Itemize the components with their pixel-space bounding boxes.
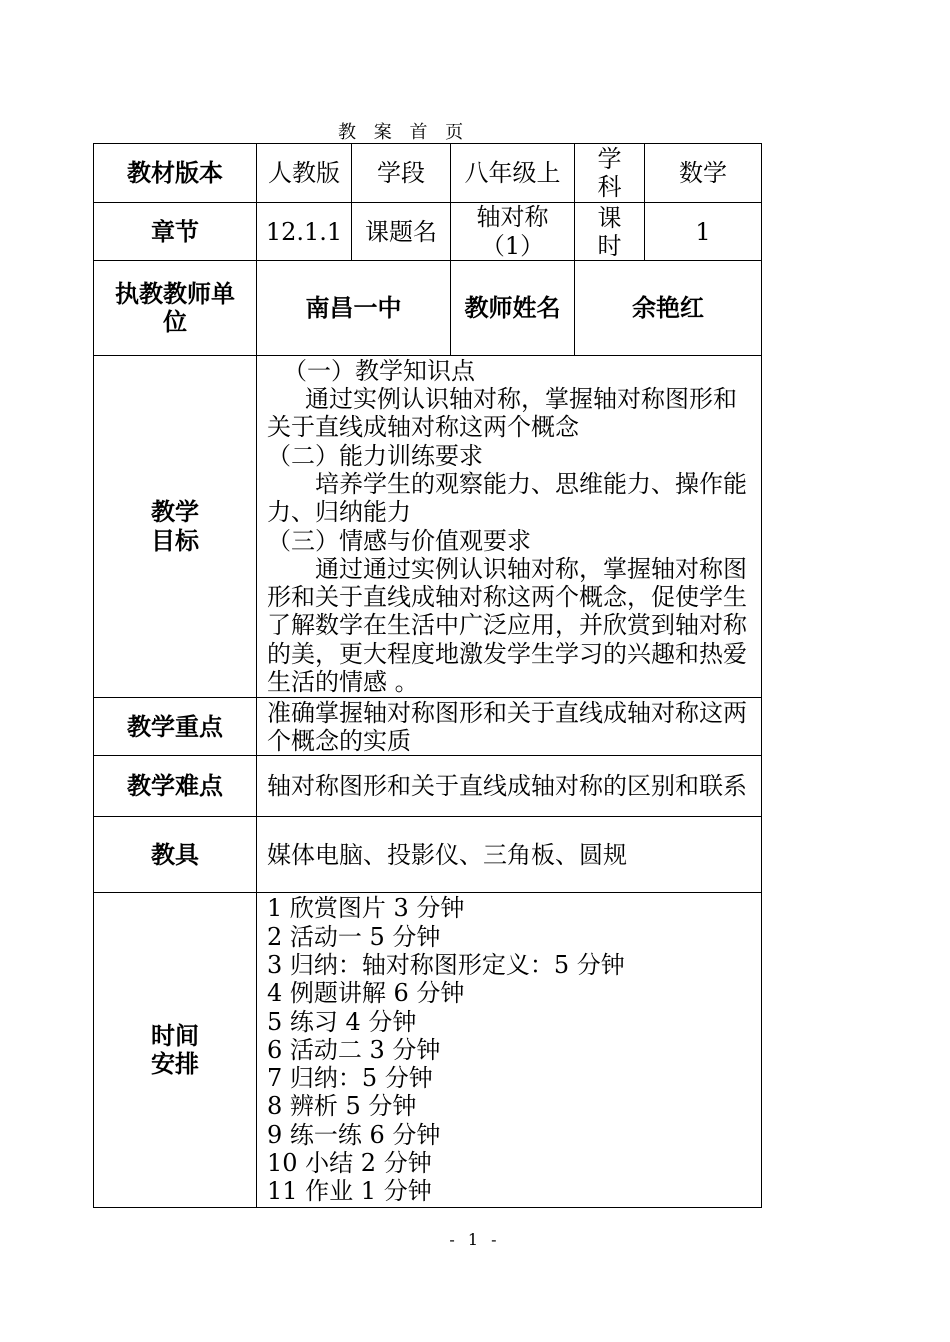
row-key-point — [94, 698, 762, 756]
key-point-value: 准确掌握轴对称图形和关于直线成轴对称这两个概念的实质 — [257, 698, 762, 756]
difficulty-value: 轴对称图形和关于直线成轴对称的区别和联系 — [257, 756, 762, 817]
school-label: 执教教师单位 — [94, 261, 257, 356]
subject-label: 学科 — [597, 145, 622, 201]
chapter-value: 12.1.1 — [257, 203, 352, 261]
key-point-label: 教学重点 — [94, 698, 257, 756]
objectives-label-line-2: 目标 — [151, 525, 199, 555]
row-tools — [94, 817, 762, 893]
objectives-content — [257, 356, 762, 698]
teacher-label: 教师姓名 — [451, 261, 575, 356]
schedule-item: 8 辨析 5 分钟 — [267, 1092, 417, 1121]
objectives-label — [94, 356, 257, 698]
objectives-heading-2: （二）能力训练要求 — [267, 441, 483, 470]
objectives-heading-1: （一）教学知识点 — [283, 356, 475, 385]
schedule-item: 5 练习 4 分钟 — [267, 1007, 417, 1036]
row-schedule — [94, 893, 762, 1208]
schedule-item: 10 小结 2 分钟 — [267, 1149, 432, 1178]
row-edition — [94, 144, 762, 203]
schedule-item: 3 归纳：轴对称图形定义：5 分钟 — [267, 950, 625, 979]
schedule-item: 2 活动一 5 分钟 — [267, 922, 441, 951]
topic-label: 课题名 — [352, 203, 451, 261]
row-chapter — [94, 203, 762, 261]
chapter-label: 章节 — [94, 203, 257, 261]
teacher-value: 余艳红 — [575, 261, 762, 356]
page-title: 教 案 首 页 — [338, 122, 470, 143]
schedule-item: 9 练一练 6 分钟 — [267, 1120, 441, 1149]
schedule-item: 4 例题讲解 6 分钟 — [267, 979, 465, 1008]
row-difficulty — [94, 756, 762, 817]
row-school — [94, 261, 762, 356]
schedule-item: 7 归纳：5 分钟 — [267, 1064, 433, 1093]
objectives-text-1: 通过实例认识轴对称，掌握轴对称图形和关于直线成轴对称这两个概念 — [267, 385, 737, 442]
hours-label: 课时 — [597, 203, 622, 260]
tools-value: 媒体电脑、投影仪、三角板、圆规 — [257, 817, 762, 893]
school-value: 南昌一中 — [257, 261, 451, 356]
schedule-label-line-1: 时间 — [151, 1020, 199, 1050]
edition-value: 人教版 — [257, 144, 352, 203]
objectives-text-2: 培养学生的观察能力、思维能力、操作能力、归纳能力 — [267, 469, 747, 527]
stage-value: 八年级上 — [451, 144, 575, 203]
stage-label: 学段 — [352, 144, 451, 203]
objectives-label-line-1: 教学 — [151, 497, 199, 527]
schedule-item: 6 活动二 3 分钟 — [267, 1035, 441, 1064]
schedule-item: 11 作业 1 分钟 — [267, 1177, 432, 1206]
row-objectives — [94, 356, 762, 698]
subject-label-cell — [575, 144, 645, 203]
hours-value: 1 — [645, 203, 762, 261]
schedule-item: 1 欣赏图片 3 分钟 — [267, 894, 465, 923]
subject-value: 数学 — [645, 144, 762, 203]
topic-value-line-1: 轴对称 — [476, 203, 549, 232]
difficulty-label: 教学难点 — [94, 756, 257, 817]
page-number: - 1 - — [449, 1230, 501, 1249]
hours-label-cell — [575, 203, 645, 261]
lesson-plan-table — [93, 143, 762, 1208]
topic-value — [451, 203, 575, 261]
schedule-label — [94, 893, 257, 1208]
objectives-heading-3: （三）情感与价值观要求 — [267, 526, 531, 555]
schedule-content — [257, 893, 762, 1208]
topic-value-line-2: （1） — [480, 231, 545, 260]
schedule-label-line-2: 安排 — [151, 1049, 199, 1078]
tools-label: 教具 — [94, 817, 257, 893]
objectives-text-3: 通过通过实例认识轴对称，掌握轴对称图形和关于直线成轴对称这两个概念，促使学生了解数学在生活中广泛应用，并欣赏到轴对称的美，更大程度地激发学生学习的兴趣和热爱生活的情感 。 — [267, 554, 747, 696]
edition-label: 教材版本 — [94, 144, 257, 203]
